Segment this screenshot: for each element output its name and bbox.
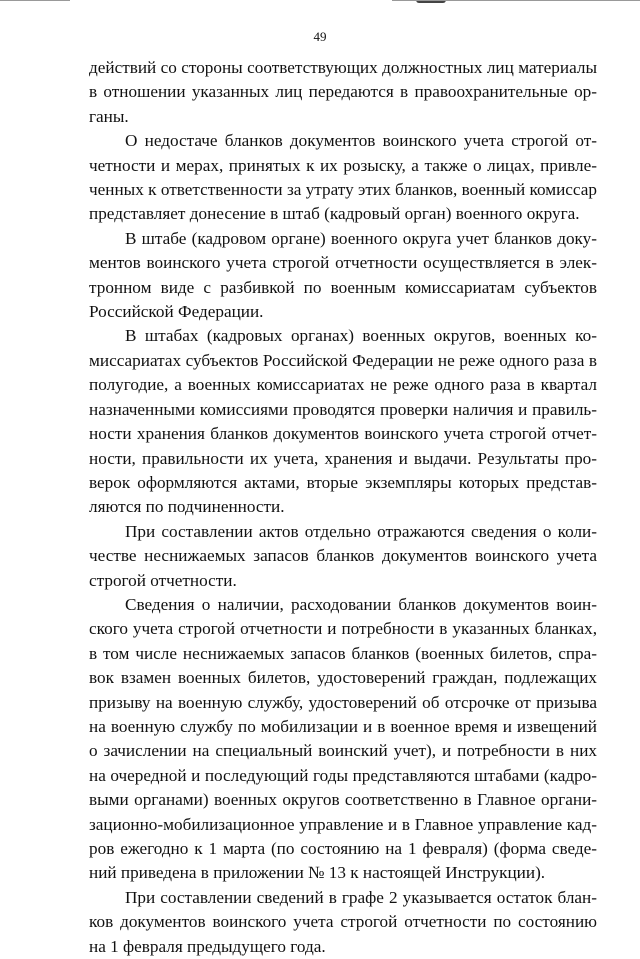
page-number: 49 — [313, 29, 327, 44]
paragraph-continuation: действий со стороны соответствующих должностных лиц материалы в отношении указанных лиц передаются в правоохранительные органы. — [89, 58, 597, 126]
top-edge-rule-left — [0, 0, 70, 1]
paragraph-shortage-report: О недостаче бланков документов воинского учета строгой отчетности и мерах, принятых к их розыску, а также о лицах, привлеченных к ответственности за утрату этих бланков, военный комиссар представляет донесение в штаб (кадровый орган) военного округа. — [89, 131, 597, 224]
paragraph-acts: При составлении актов отдельно отражаются сведения о количестве неснижаемых запасов бланков документов воинского учета строгой отчетности. — [89, 521, 597, 590]
paragraph-electronic-accounting: В штабе (кадровом органе) военного округа учет бланков документов воинского учета строгой отчетности осуществляется в электронном виде с разбивкой по военным комиссариатам субъектов Российской Федерации. — [89, 228, 597, 322]
top-edge-rule-right — [392, 0, 640, 1]
document-body — [89, 56, 597, 959]
paragraph-reporting: Сведения о наличии, расходовании бланков документов воинского учета строгой отчетности и потребности в указанных бланках, в том числе неснижаемых запасов бланков (военных билетов, справок взамен военных билетов, удостоверений граждан, подлежащих призыву на военную службу, удостоверений об отсрочке от призыва на военную службу по мобилизации и в военное время и извещений о зачислении на специальный воинский учет), и потребности в них на очередной и последующий годы представляются штабами (кадровыми органами) военных округов соответственно в Главное организационно-мобилизационное управление и в Главное управление кадров ежегодно к 1 марта (по состоянию на 1 февраля) (форма сведений приведена в приложении № 13 к настоящей Инструкции). — [89, 594, 597, 883]
paragraph-inspections: В штабах (кадровых органах) военных округов, военных комиссариатах субъектов Российской Федерации не реже одного раза в полугодие, а военных комиссариатах не реже одного раза в квартал назначенными комиссиями проводятся проверки наличия и правильности хранения бланков документов воинского учета строгой отчетности, правильности их учета, хранения и выдачи. Результаты проверок оформляются актами, вторые экземпляры которых представляются по подчиненности. — [89, 326, 597, 517]
paragraph-column-two: При составлении сведений в графе 2 указывается остаток бланков документов воинского учета строгой отчетности по состоянию на 1 февраля предыдущего года. — [89, 887, 597, 956]
